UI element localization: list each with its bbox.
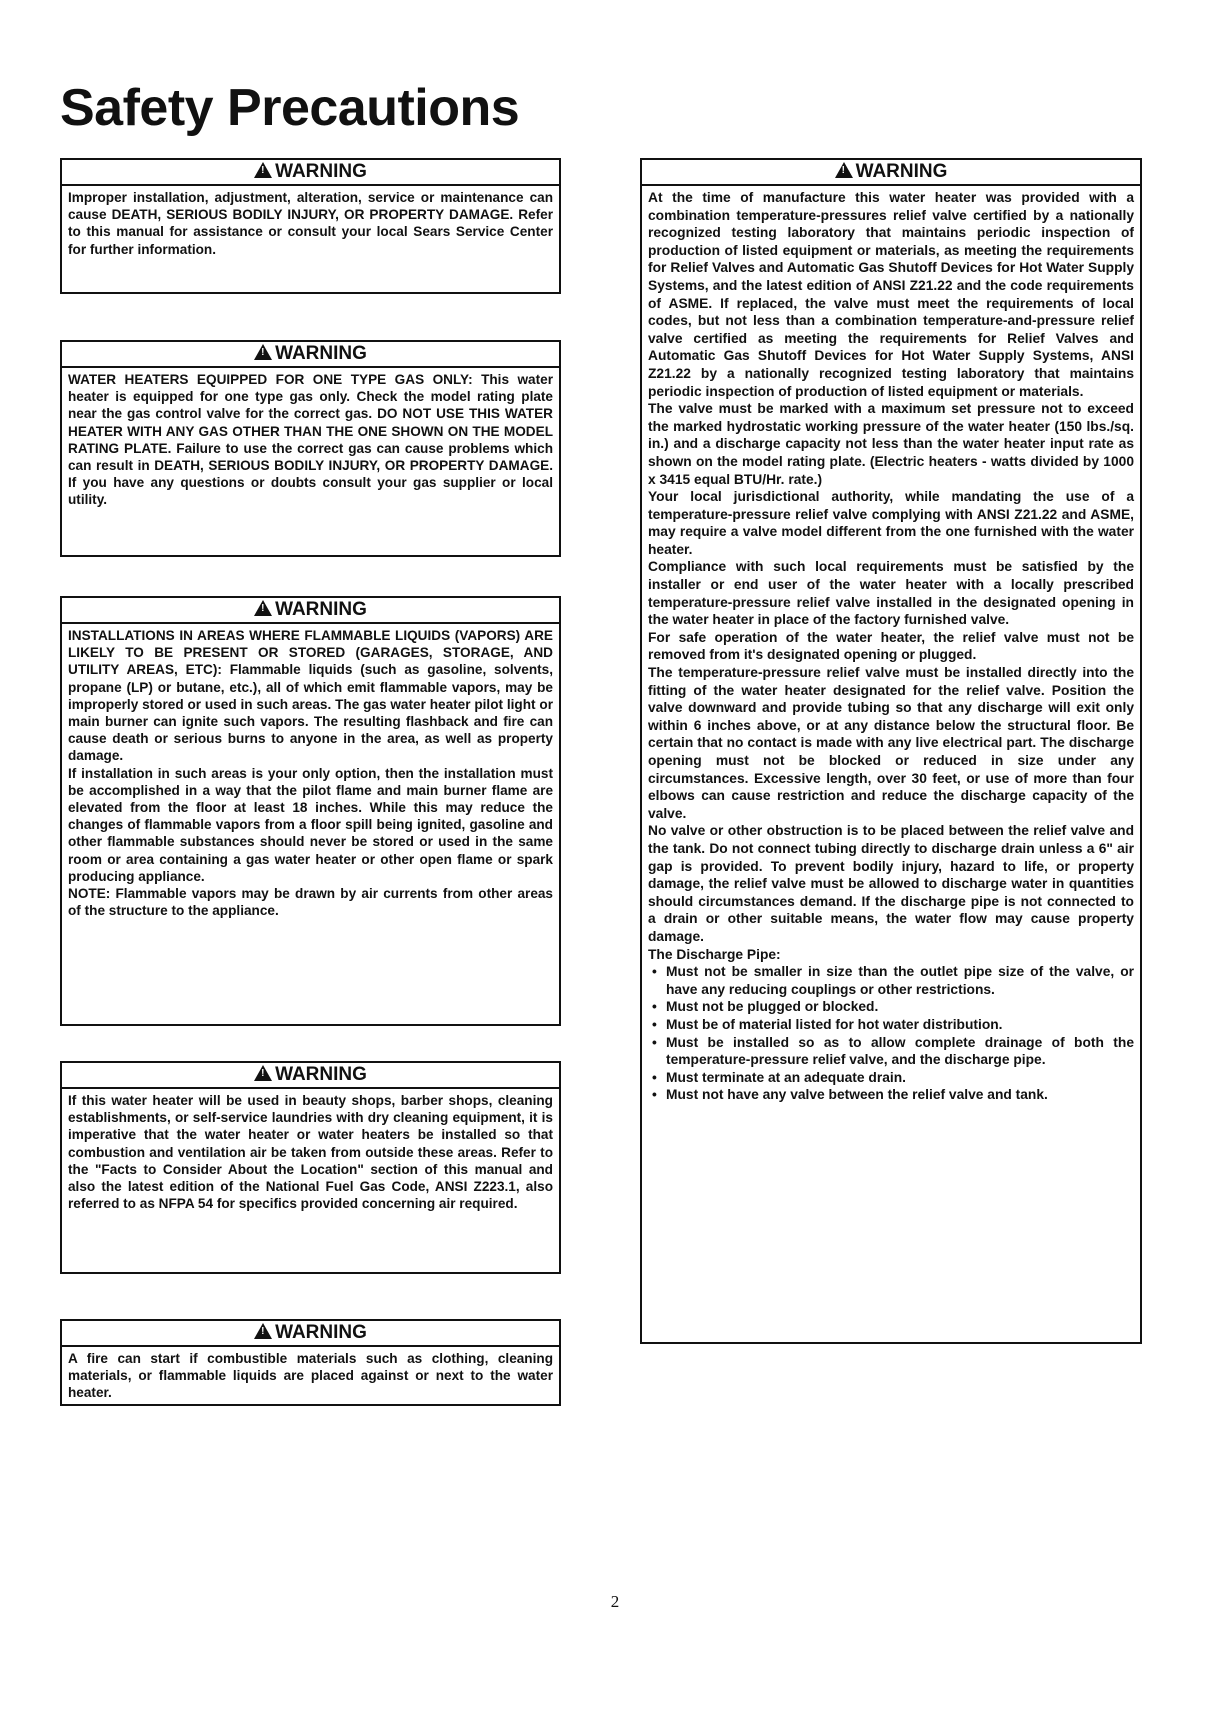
warning-text <box>62 368 559 514</box>
warning-box-flammable <box>60 596 561 1026</box>
warning-triangle-icon <box>254 344 272 360</box>
warning-paragraph: A fire can start if combustible materials such as clothing, cleaning materials, or flammable liquids are placed against or next to the water heater. <box>68 1351 553 1401</box>
warning-paragraph: No valve or other obstruction is to be placed between the relief valve and the tank. Do not connect tubing directly to discharge drain unless a 6" air gap is provided. To prevent bodily injury, hazard to life, or property damage, the relief valve must be allowed to discharge water in quantities should circumstances demand. If the discharge pipe is not connected to a drain or other suitable means, the water flow may cause property damage. <box>648 823 1134 944</box>
warning-text <box>62 1347 559 1407</box>
warning-triangle-icon <box>835 162 853 178</box>
page-number: 2 <box>610 1592 620 1611</box>
warning-text <box>62 186 559 263</box>
list-item: • Must be installed so as to allow complete drainage of both the temperature-pressure relief valve, and the discharge pipe. <box>648 1034 1134 1069</box>
warning-heading: !WARNING <box>62 342 559 368</box>
discharge-pipe-heading: The Discharge Pipe: <box>648 946 781 962</box>
list-item: • Must not have any valve between the relief valve and tank. <box>648 1086 1134 1104</box>
list-item: • Must not be smaller in size than the outlet pipe size of the valve, or have any reducing couplings or other restrictions. <box>648 963 1134 998</box>
warning-paragraph: Your local jurisdictional authority, while mandating the use of a temperature-pressure relief valve complying with ANSI Z21.22 and ASME, may require a valve model different from the one furnished with the water heater. <box>648 489 1134 557</box>
list-item: • Must not be plugged or blocked. <box>648 998 1134 1016</box>
warning-heading: !WARNING <box>642 160 1140 186</box>
warning-box-ventilation <box>60 1061 561 1274</box>
warning-paragraph: NOTE: Flammable vapors may be drawn by air currents from other areas of the structure to the appliance. <box>68 886 553 919</box>
warning-box-installation <box>60 158 561 294</box>
page-title: Safety Precautions <box>60 79 520 137</box>
warning-heading: !WARNING <box>62 160 559 186</box>
warning-heading: !WARNING <box>62 598 559 624</box>
warning-text <box>62 624 559 924</box>
warning-paragraph: The temperature-pressure relief valve must be installed directly into the fitting of the water heater designated for the relief valve. Position the valve downward and provide tubing so that any discharge will exit only within 6 inches above, or at any distance below the structural floor. Be certain that no contact is made with any live electrical part. The discharge opening must not be blocked or reduced in size under any circumstances. Excessive length, over 30 feet, or use of more than four elbows can cause restriction and reduce the discharge capacity of the valve. <box>648 665 1134 821</box>
warning-paragraph: Compliance with such local requirements must be satisfied by the installer or end user of the water heater with a locally prescribed temperature-pressure relief valve installed in the designated opening in the water heater in place of the factory furnished valve. <box>648 559 1134 628</box>
warning-paragraph: The valve must be marked with a maximum set pressure not to exceed the marked hydrostatic working pressure of the water heater (150 lbs./sq. in.) and a discharge capacity not less than the water heater input rate as shown on the model rating plate. (Electric heaters - watts divided by 1000 x 3415 equal BTU/Hr. rate.) <box>648 401 1134 487</box>
warning-triangle-icon <box>254 162 272 178</box>
warning-paragraph: If installation in such areas is your only option, then the installation must be accomplished in a way that the pilot flame and main burner flame are elevated from the floor at least 18 inches. While this may reduce the changes of flammable vapors from a floor spill being ignited, gasoline and other flammable substances should never be stored or used in the same room or area containing a gas water heater or other open flame or spark producing appliance. <box>68 765 553 884</box>
list-item: • Must terminate at an adequate drain. <box>648 1069 1134 1087</box>
warning-box-relief-valve <box>640 158 1142 1344</box>
warning-box-fire <box>60 1319 561 1406</box>
warning-heading: !WARNING <box>62 1063 559 1089</box>
list-item: • Must be of material listed for hot water distribution. <box>648 1016 1134 1034</box>
warning-paragraph: If this water heater will be used in beauty shops, barber shops, cleaning establishments, or self-service laundries with dry cleaning equipment, it is imperative that the water heater or water heaters be installed so that combustion and ventilation air be taken from outside these areas. Refer to the "Facts to Consider About the Location" section of this manual and also the latest edition of the National Fuel Gas Code, ANSI Z223.1, also referred to as NFPA 54 for specifics provided concerning air required. <box>68 1093 553 1212</box>
warning-heading: !WARNING <box>62 1321 559 1347</box>
warning-paragraph: WATER HEATERS EQUIPPED FOR ONE TYPE GAS ONLY: This water heater is equipped for one type gas only. Check the model rating plate near the gas control valve for the correct gas. DO NOT USE THIS WATER HEATER WITH ANY GAS OTHER THAN THE ONE SHOWN ON THE MODEL RATING PLATE. Failure to use the correct gas can cause problems which can result in DEATH, SERIOUS BODILY INJURY, OR PROPERTY DAMAGE. If you have any questions or doubts consult your gas supplier or local utility. <box>68 372 553 508</box>
warning-paragraph: For safe operation of the water heater, the relief valve must not be removed from it's designated opening or plugged. <box>648 629 1134 663</box>
warning-box-gas-type <box>60 340 561 557</box>
warning-paragraph: INSTALLATIONS IN AREAS WHERE FLAMMABLE LIQUIDS (VAPORS) ARE LIKELY TO BE PRESENT OR STORED (GARAGES, STORAGE, AND UTILITY AREAS, ETC): Flammable liquids (such as gasoline, solvents, propane (LP) or butane, etc.), all of which emit flammable vapors, may be improperly stored or used in such areas. The gas water heater pilot light or main burner can ignite such vapors. The resulting flashback and fire can cause death or serious burns to anyone in the area, as well as property damage. <box>68 628 553 764</box>
warning-paragraph: Improper installation, adjustment, alteration, service or maintenance can cause DEATH, SERIOUS BODILY INJURY, OR PROPERTY DAMAGE. Refer to this manual for assistance or consult your local Sears Service Center for further information. <box>68 190 553 257</box>
warning-triangle-icon <box>254 600 272 616</box>
discharge-pipe-list <box>648 963 1134 1104</box>
warning-text <box>62 1089 559 1217</box>
warning-text <box>642 186 1140 1109</box>
warning-triangle-icon <box>254 1323 272 1339</box>
warning-triangle-icon <box>254 1065 272 1081</box>
warning-paragraph: At the time of manufacture this water heater was provided with a combination temperature-pressures relief valve certified by a nationally recognized testing laboratory that maintains periodic inspection of production of listed equipment or materials, as meeting the requirements for Relief Valves and Automatic Gas Shutoff Devices for Hot Water Supply Systems, and the latest edition of ANSI Z21.22 and the code requirements of ASME. If replaced, the valve must meet the requirements of local codes, but not less than a combination temperature-and-pressure relief valve certified as meeting the requirements for Relief Valves and Automatic Gas Shutoff Devices for Hot Water Supply Systems, ANSI Z21.22 by a nationally recognized testing laboratory that maintains periodic inspection of production of listed equipment or materials. <box>648 190 1134 399</box>
